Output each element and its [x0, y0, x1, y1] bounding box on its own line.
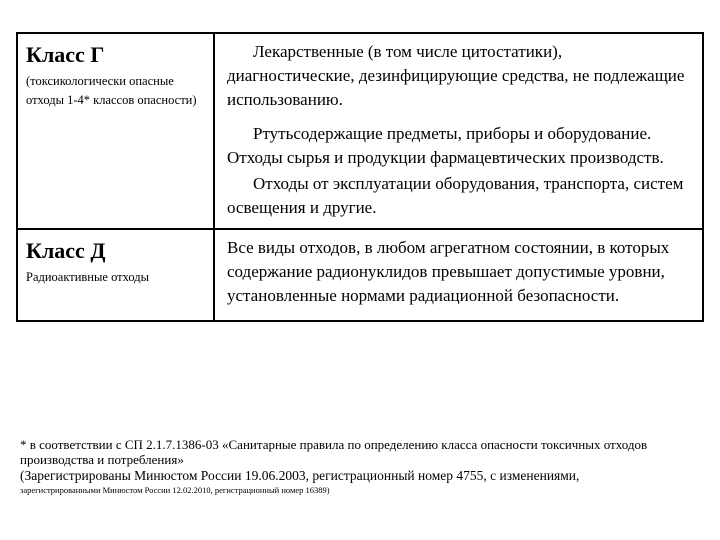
class-g-paragraph-3: Отходы от эксплуатации оборудования, транспорта, систем освещения и другие.: [227, 174, 684, 217]
footnote-registration: (Зарегистрированы Минюстом России 19.06.2003, регистрационный номер 4755, с изменениями,: [20, 468, 580, 483]
class-d-title: Класс Д: [26, 238, 106, 263]
table-row-class-d: [17, 229, 703, 321]
footnote-main: * в соответствии с СП 2.1.7.1386-03 «Санитарные правила по определению класса опасности токсичных отходов производства и потребления»: [20, 437, 648, 467]
class-d-cell: [17, 229, 214, 321]
class-g-paragraph-2: Ртутьсодержащие предметы, приборы и оборудование. Отходы сырья и продукции фармацевтических производств.: [227, 124, 664, 167]
footnote-amendments: зарегистрированными Минюстом России 12.02.2010, регистрационный номер 16389): [20, 485, 330, 495]
class-d-description-cell: [214, 229, 703, 321]
class-d-paragraph-1: Все виды отходов, в любом агрегатном состоянии, в которых содержание радионуклидов превышает допустимые уровни, установленные нормами радиационной безопасности.: [227, 238, 670, 305]
waste-classes-table: [16, 32, 704, 322]
class-g-cell: [17, 33, 214, 229]
class-g-subtitle: (токсикологически опасные отходы 1-4* классов опасности): [26, 74, 197, 107]
class-d-subtitle: Радиоактивные отходы: [26, 270, 150, 284]
class-g-description-cell: [214, 33, 703, 229]
class-g-paragraph-1: Лекарственные (в том числе цитостатики), диагностические, дезинфицирующие средства, не подлежащие использованию.: [227, 42, 685, 109]
footnote: [20, 437, 710, 495]
table-row-class-g: [17, 33, 703, 229]
class-g-title: Класс Г: [26, 42, 105, 67]
